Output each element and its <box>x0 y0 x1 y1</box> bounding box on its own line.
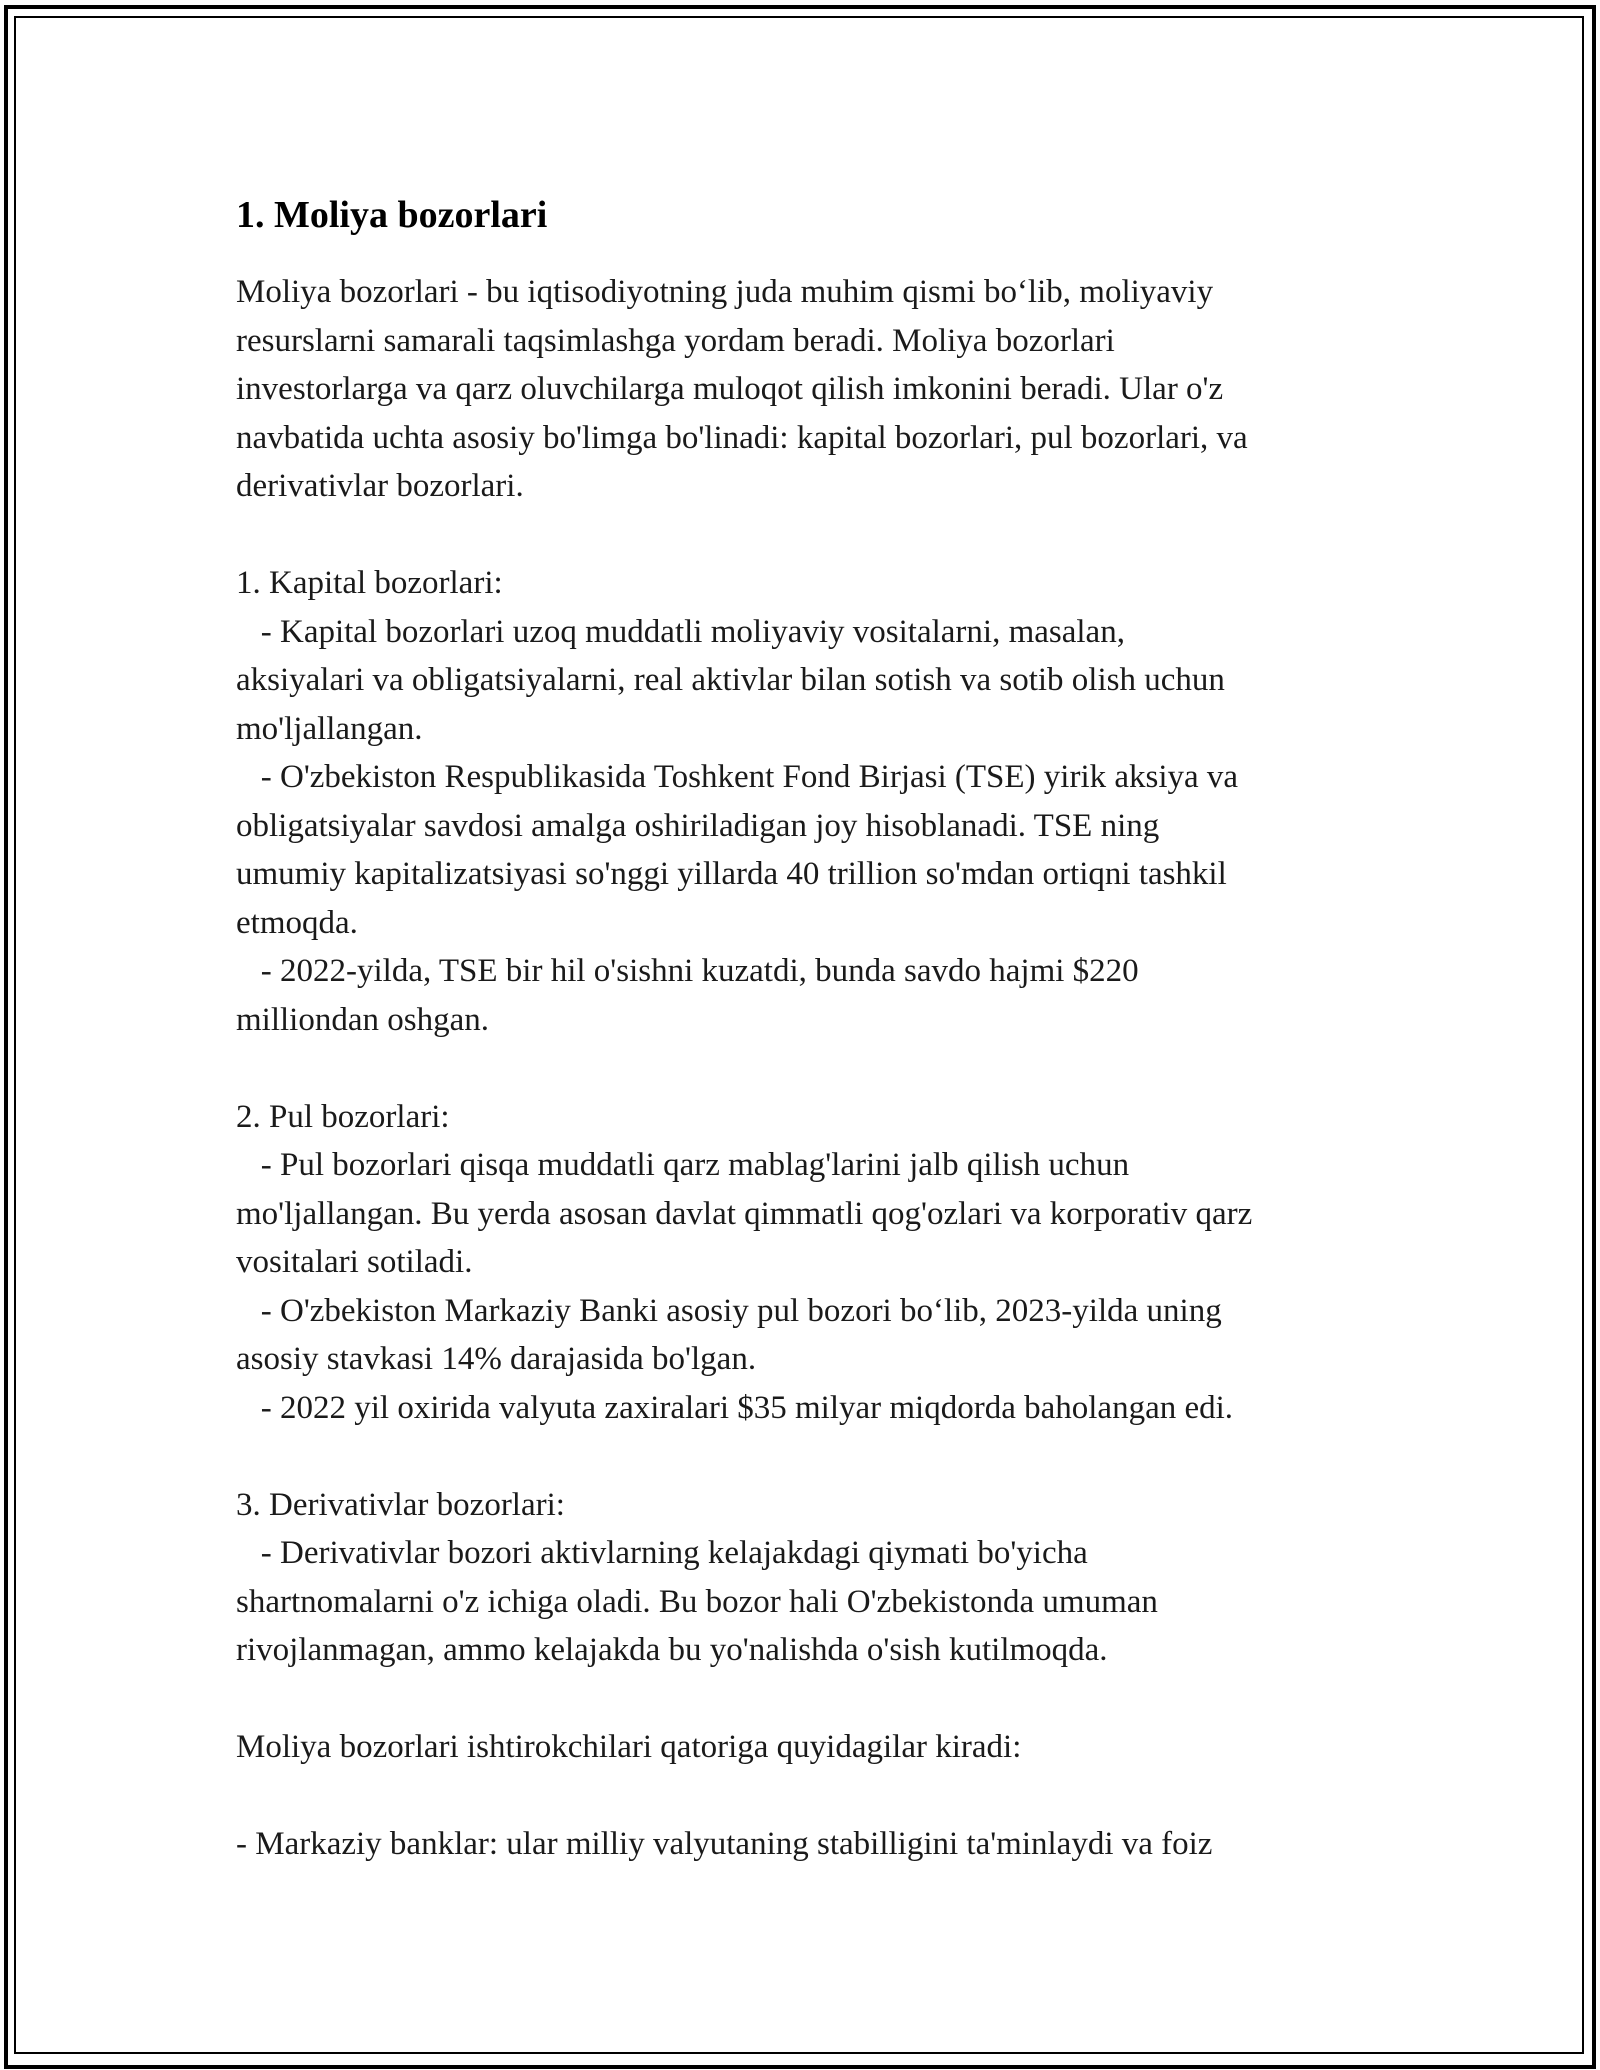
paragraph-gap <box>236 1432 1386 1481</box>
intro-paragraph: Moliya bozorlari - bu iqtisodiyotning juda muhim qismi bo‘lib, moliyaviy resurslarni samarali taqsimlashga yordam beradi. Moliya bozorlari investorlarga va qarz oluvchilarga muloqot qilish imkonini beradi. Ular o'z navbatida uchta asosiy bo'limga bo'linadi: kapital bozorlari, pul bozorlari, va derivativlar bozorlari. <box>236 274 1248 504</box>
paragraph-gap <box>236 1675 1386 1724</box>
paragraph-gap <box>236 511 1386 560</box>
capital-markets-body: - Kapital bozorlari uzoq muddatli moliyaviy vositalarni, masalan, aksiyalari va obligatsiyalarni, real aktivlar bilan sotish va sotib olish uchun mo'ljallangan. - O'zbekiston Respublikasida Toshkent Fond Birjasi (TSE) yirik aksiya va obligatsiyalar savdosi amalga oshiriladigan joy hisoblanadi. TSE ning umumiy kapitalizatsiyasi so'nggi yillarda 40 trillion so'mdan ortiqni tashkil etmoqda. - 2022-yilda, TSE bir hil o'sishni kuzatdi, bunda savdo hajmi $220 milliondan oshgan. <box>236 613 1239 1038</box>
derivatives-markets-title: 3. Derivativlar bozorlari: <box>236 1486 565 1523</box>
derivatives-markets-body: - Derivativlar bozori aktivlarning kelajakdagi qiymati bo'yicha shartnomalarni o'z ichiga oladi. Bu bozor hali O'zbekistonda umuman rivojlanmagan, ammo kelajakda bu yo'nalishda o'sish kutilmoqda. <box>236 1535 1158 1668</box>
money-markets-title: 2. Pul bozorlari: <box>236 1098 450 1135</box>
document-page <box>236 180 1386 1869</box>
section-heading: 1. Moliya bozorlari <box>236 194 548 236</box>
money-markets-body: - Pul bozorlari qisqa muddatli qarz mablag'larini jalb qilish uchun mo'ljallangan. Bu yerda asosan davlat qimmatli qog'ozlari va korporativ qarz vositalari sotiladi. - O'zbekiston Markaziy Banki asosiy pul bozori bo‘lib, 2023-yilda uning asosiy stavkasi 14% darajasida bo'lgan. - 2022 yil oxirida valyuta zaxiralari $35 milyar miqdorda baholangan edi. <box>236 1147 1253 1426</box>
capital-markets-title: 1. Kapital bozorlari: <box>236 565 503 601</box>
paragraph-gap <box>236 1772 1386 1821</box>
participants-list-item: - Markaziy banklar: ular milliy valyutaning stabilligini ta'minlaydi va foiz <box>236 1826 1213 1862</box>
paragraph-gap <box>236 1044 1386 1093</box>
participants-intro: Moliya bozorlari ishtirokchilari qatoriga quyidagilar kiradi: <box>236 1729 1022 1765</box>
